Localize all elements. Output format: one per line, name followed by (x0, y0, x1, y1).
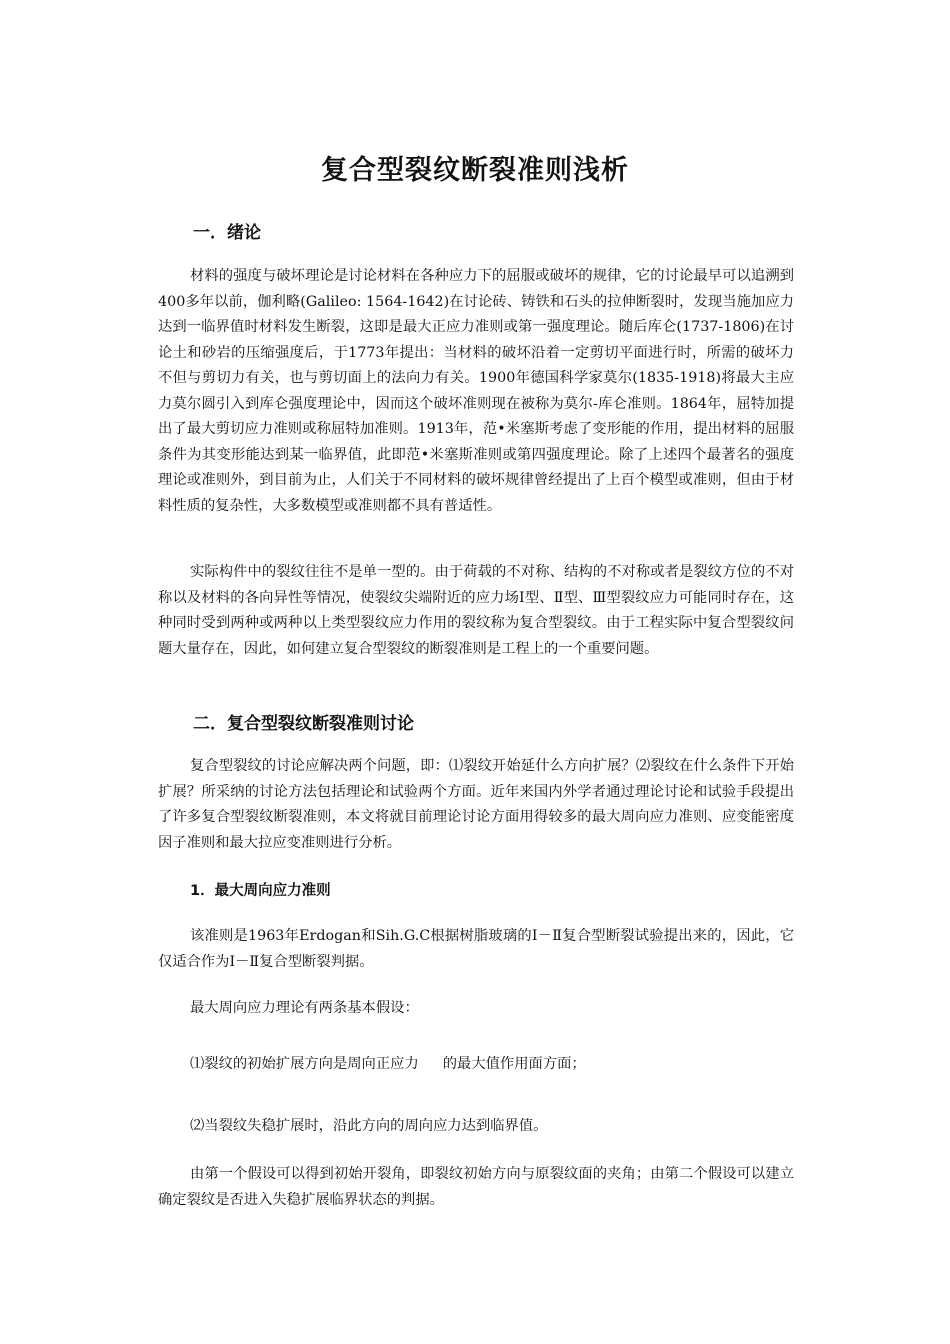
document-title: 复合型裂纹断裂准则浅析 (321, 155, 629, 186)
subsection1-paragraph-2: 最大周向应力理论有两条基本假设： (190, 1000, 419, 1016)
assumption-1 (190, 1052, 586, 1078)
section1-paragraph-1: 材料的强度与破坏理论是讨论材料在各种应力下的屈服或破坏的规律，它的讨论最早可以追溯到400多年以前，伽利略(Galileo: 1564-1642)在讨论砖、铸铁和石头的拉伸断裂时，发现当施加应力达到一临界值时材料发生断裂，这即是最大正应力准则或第一强度理论。随后库仑(1737-1806)在讨论土和砂岩的压缩强度后，于1773年提出：当材料的破坏沿着一定剪切平面进行时，所需的破坏力不但与剪切力有关，也与剪切面上的法向力有关。1900年德国科学家莫尔(1835-1918)将最大主应力莫尔圆引入到库仑强度理论中，因而这个破坏准则现在被称为莫尔-库仑准则。1864年，屈特加提出了最大剪切应力准则或称屈特加准则。1913年，范•米塞斯考虑了变形能的作用，提出材料的屈服条件为其变形能达到某一临界值，此即范•米塞斯准则或第四强度理论。除了上述四个最著名的强度理论或准则外，到目前为止，人们关于不同材料的破坏规律曾经提出了上百个模型或准则，但由于材料性质的复杂性，大多数模型或准则都不具有普适性。 (158, 268, 794, 514)
assumption-2: ⑵当裂纹失稳扩展时，沿此方向的周向应力达到临界值。 (190, 1118, 548, 1134)
section2-paragraph-1: 复合型裂纹的讨论应解决两个问题，即：⑴裂纹开始延什么方向扩展？⑵裂纹在什么条件下开始扩展？所采纳的讨论方法包括理论和试验两个方面。近年来国内外学者通过理论讨论和试验手段提出了许多复合型裂纹断裂准则，本文将就目前理论讨论方面用得较多的最大周向应力准则、应变能密度因子准则和最大拉应变准则进行分析。 (158, 758, 794, 851)
section1-paragraph-2: 实际构件中的裂纹往往不是单一型的。由于荷载的不对称、结构的不对称或者是裂纹方位的不对称以及材料的各向异性等情况，使裂纹尖端附近的应力场Ⅰ型、Ⅱ型、Ⅲ型裂纹应力可能同时存在，这种同时受到两种或两种以上类型裂纹应力作用的裂纹称为复合型裂纹。由于工程实际中复合型裂纹问题大量存在，因此，如何建立复合型裂纹的断裂准则是工程上的一个重要问题。 (158, 564, 794, 657)
assumption-1-part-2: 的最大值作用面方面； (442, 1056, 586, 1072)
subsection1-paragraph-3: 由第一个假设可以得到初始开裂角，即裂纹初始方向与原裂纹面的夹角；由第二个假设可以建立确定裂纹是否进入失稳扩展临界状态的判据。 (158, 1166, 794, 1208)
subsection1-heading: 1．最大周向应力准则 (190, 883, 331, 899)
assumption-1-part-1: ⑴裂纹的初始扩展方向是周向正应力 (190, 1056, 419, 1072)
subsection1-paragraph-1: 该准则是1963年Erdogan和Sih.G.C根据树脂玻璃的Ⅰ－Ⅱ复合型断裂试验提出来的，因此，它仅适合作为Ⅰ－Ⅱ复合型断裂判据。 (158, 928, 794, 970)
section2-heading: 二．复合型裂纹断裂准则讨论 (193, 714, 414, 734)
section1-heading: 一．绪论 (193, 223, 261, 243)
